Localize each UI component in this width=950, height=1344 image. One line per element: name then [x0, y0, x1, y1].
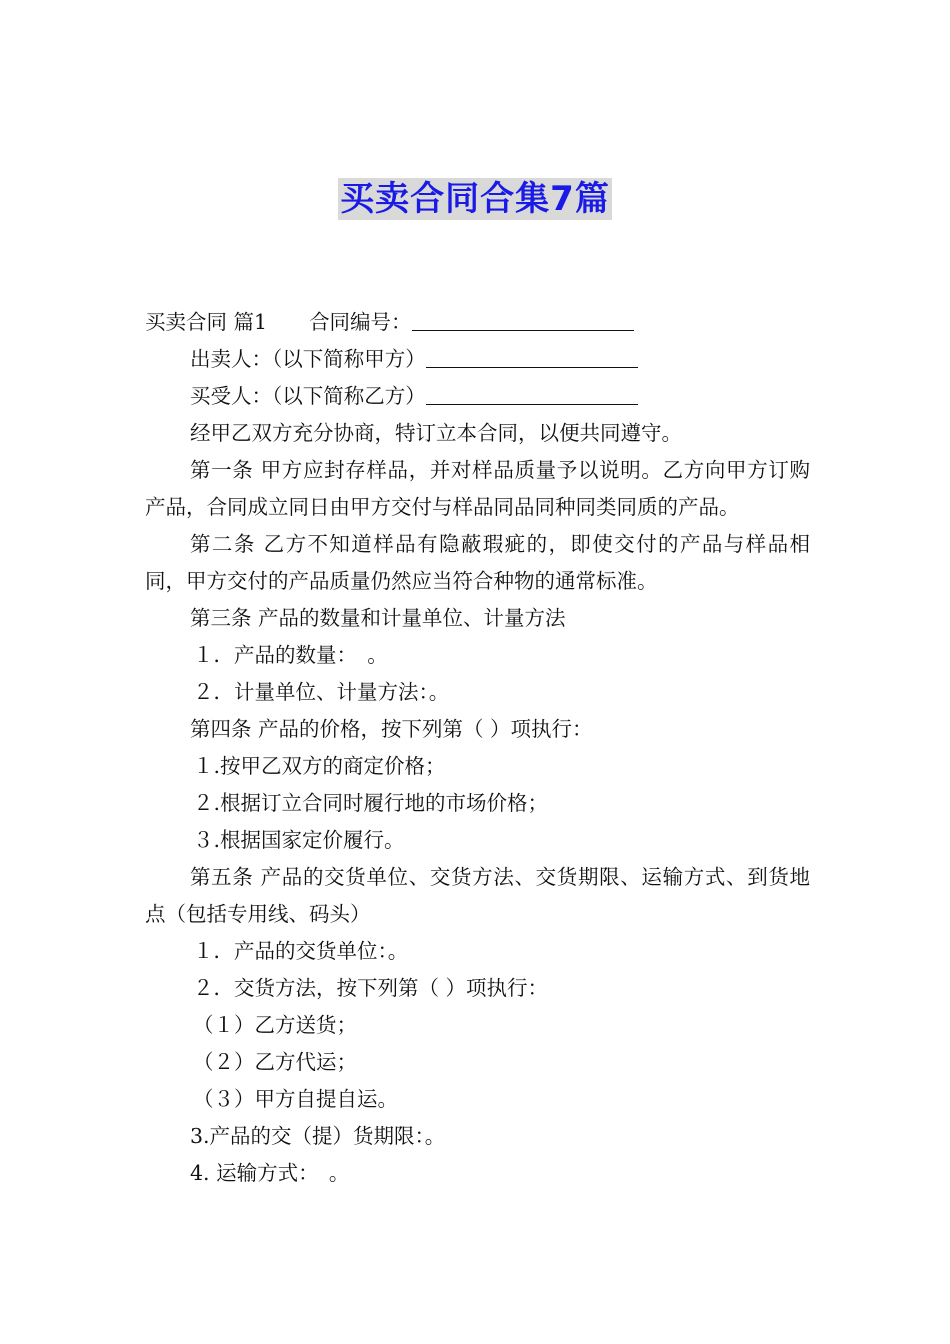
- article-5-item-3: 3.产品的交（提）货期限：。: [190, 1124, 446, 1148]
- buyer-blank: [426, 382, 638, 405]
- seller-blank: [426, 345, 638, 368]
- article-5-item-2: ２．交货方法，按下列第（ ）项执行：: [193, 976, 549, 1000]
- title-container: [0, 178, 950, 220]
- article-5-heading: 第五条 产品的交货单位、交货方法、交货期限、运输方式、到货地点（包括专用线、码头）: [145, 865, 810, 926]
- contract-no-label: 合同编号：: [309, 310, 412, 334]
- article-4-item-3: ３.根据国家定价履行。: [193, 828, 405, 852]
- contract-no-blank: [412, 308, 634, 331]
- article-5-item-4: 4. 运输方式： 。: [190, 1161, 350, 1185]
- article-1-paragraph: 第一条 甲方应封存样品，并对样品质量予以说明。乙方向甲方订购产品，合同成立同日由甲方交付与样品同品同种同类同质的产品。: [145, 458, 810, 519]
- article-3-item-1: １．产品的数量： 。: [193, 643, 388, 667]
- article-2-paragraph: 第二条 乙方不知道样品有隐蔽瑕疵的，即使交付的产品与样品相同，甲方交付的产品质量仍然应当符合种物的通常标准。: [145, 532, 810, 593]
- article-4-heading: 第四条 产品的价格，按下列第（ ）项执行：: [190, 717, 593, 741]
- buyer-label: 买受人：（以下简称乙方）: [190, 384, 426, 408]
- buyer-line: [145, 378, 810, 415]
- document-body: [145, 304, 810, 1192]
- delivery-option-2: （２）乙方代运；: [193, 1050, 357, 1074]
- article-5-item-1: １．产品的交货单位：。: [193, 939, 409, 963]
- article-4-item-2: ２.根据订立合同时履行地的市场价格；: [193, 791, 549, 815]
- delivery-option-1: （１）乙方送货；: [193, 1013, 357, 1037]
- article-3-heading: 第三条 产品的数量和计量单位、计量方法: [190, 606, 566, 630]
- preamble-paragraph: 经甲乙双方充分协商，特订立本合同，以便共同遵守。: [190, 421, 682, 445]
- article-3-item-2: ２．计量单位、计量方法：。: [193, 680, 450, 704]
- article-4-item-1: １.按甲乙双方的商定价格；: [193, 754, 446, 778]
- seller-label: 出卖人：（以下简称甲方）: [190, 347, 426, 371]
- contract-label: 买卖合同 篇1: [145, 310, 268, 334]
- delivery-option-3: （３）甲方自提自运。: [193, 1087, 398, 1111]
- seller-line: [145, 341, 810, 378]
- contract-header-line: [145, 304, 810, 341]
- document-title: 买卖合同合集7篇: [340, 179, 610, 219]
